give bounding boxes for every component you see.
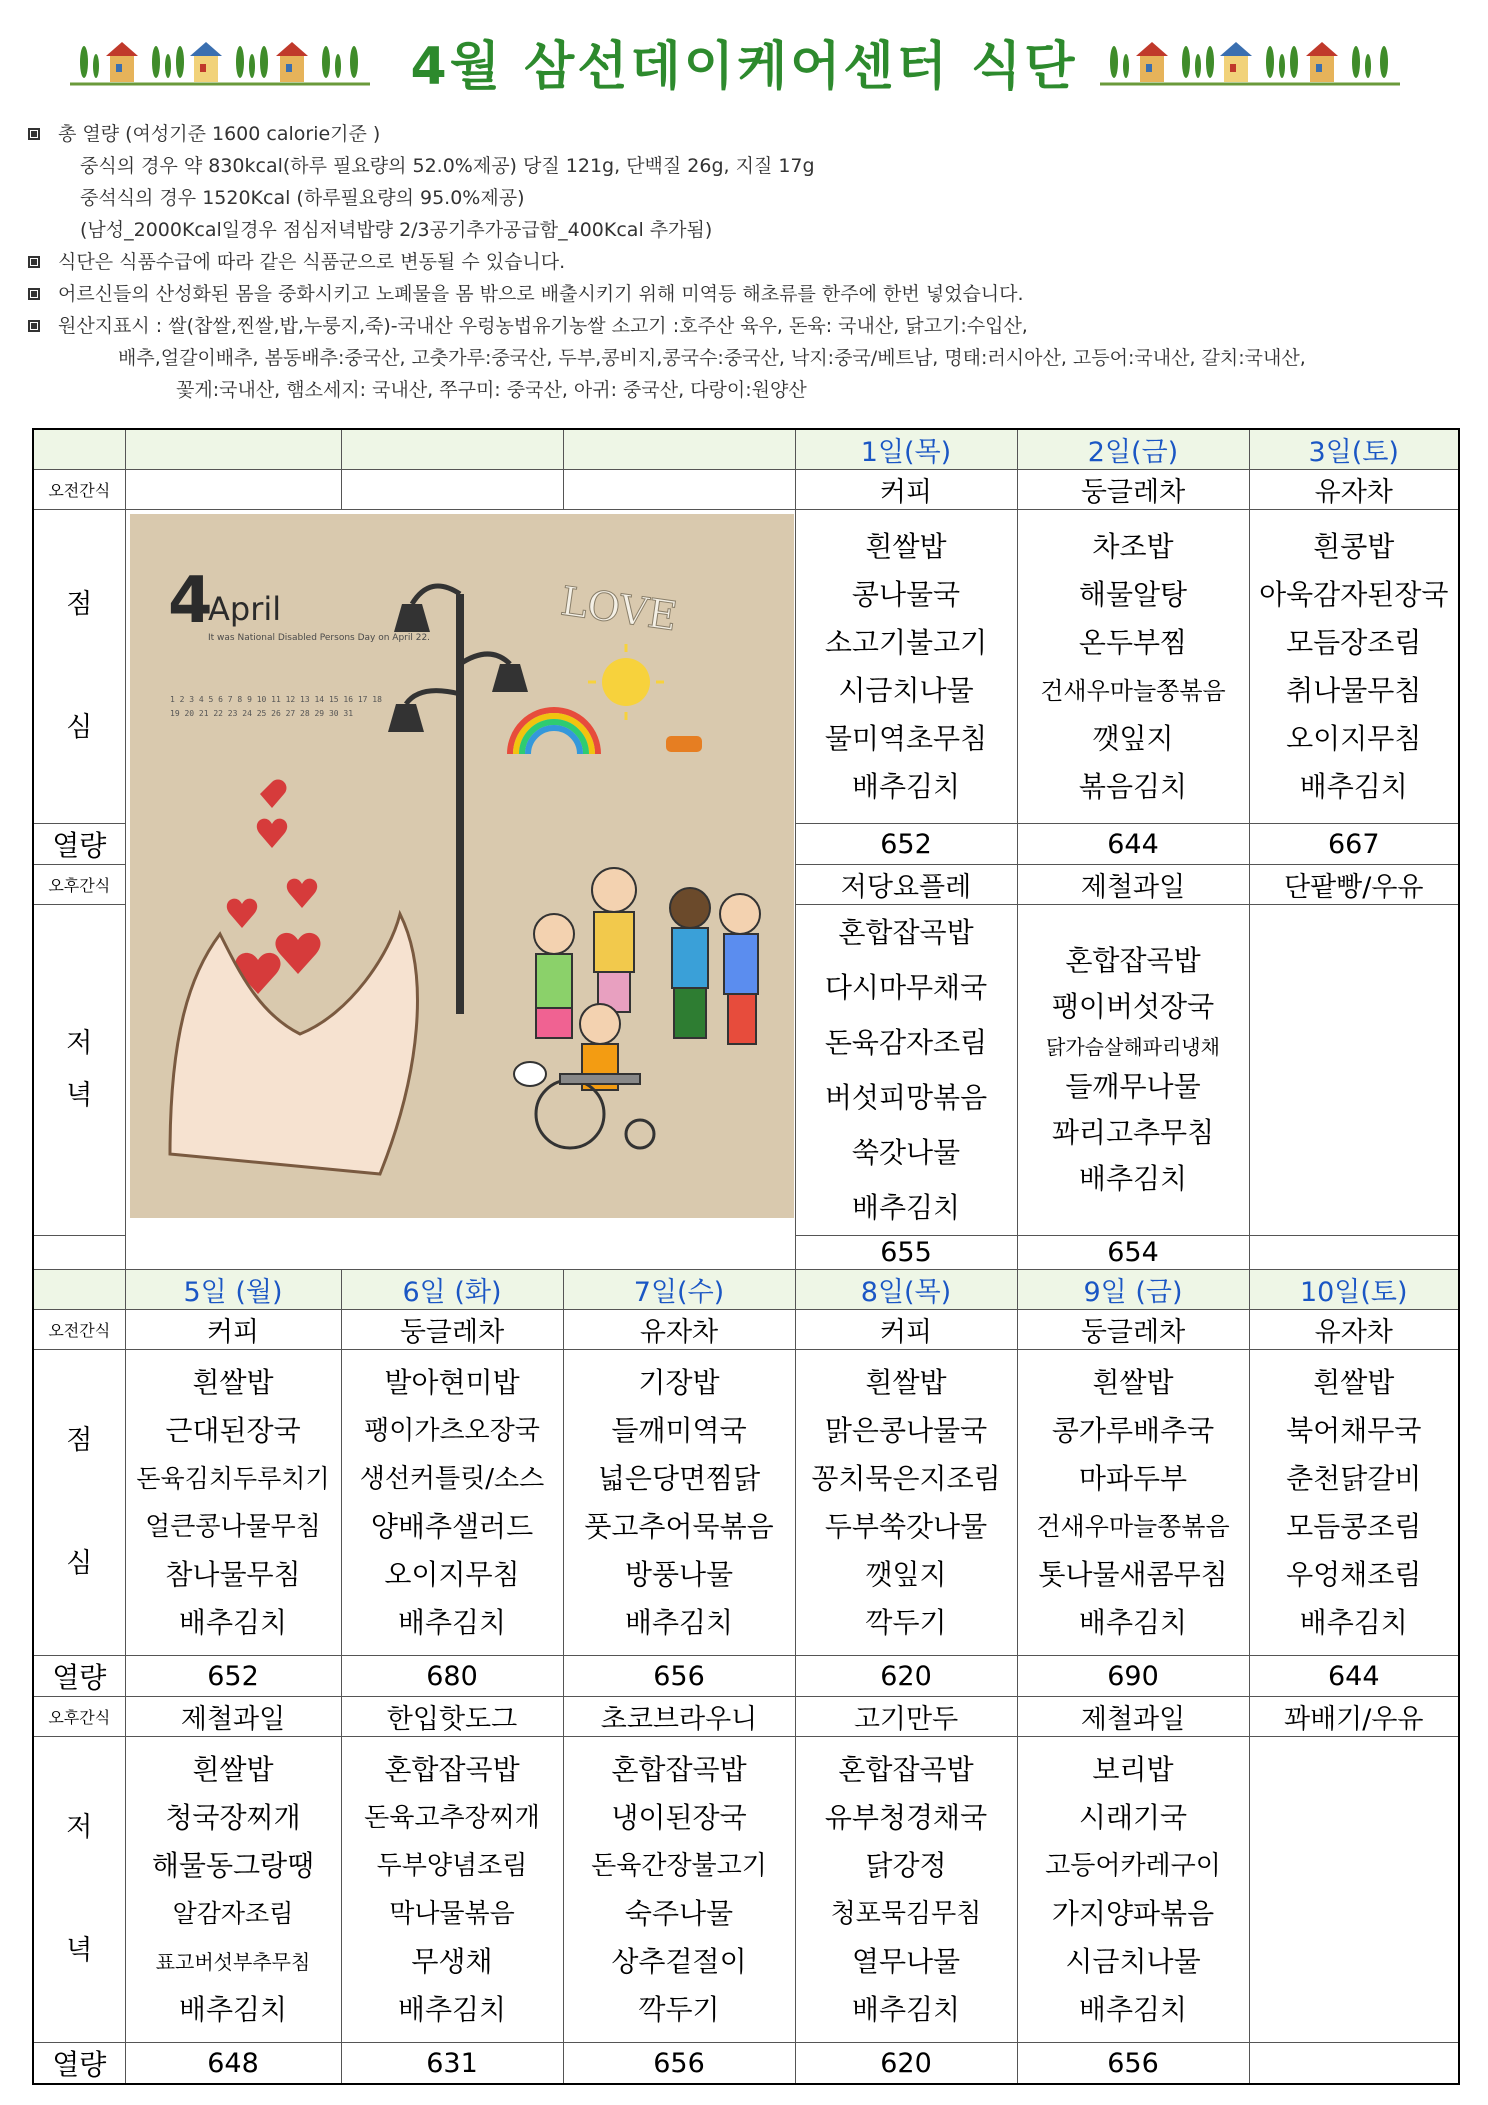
dinner-menu-cell: 흰쌀밥 청국장찌개 해물동그랑땡 알감자조림 표고버섯부추무침 배추김치 [125, 1737, 341, 2043]
kcal-cell: 631 [341, 2043, 563, 2085]
kcal-cell: 652 [795, 824, 1017, 865]
note-line: 원산지표시 : 쌀(찹쌀,찐쌀,밥,누룽지,죽)-국내산 우렁농법유기농쌀 소고기 :호주산 육우, 돈육: 국내산, 닭고기:수입산, [28, 310, 1468, 342]
svg-text:1 2 3 4 5 6 7 8 9 10 11 12 13: 1 2 3 4 5 6 7 8 9 10 11 12 13 14 15 16 17 18 [169, 695, 382, 704]
kcal-cell [1249, 2043, 1459, 2085]
note-line: 중식의 경우 약 830kcal(하루 필요량의 52.0%제공) 당질 121g, 단백질 26g, 지질 17g [80, 155, 815, 177]
lunch-menu-cell: 기장밥 들깨미역국 넓은당면찜닭 풋고추어묵볶음 방풍나물 배추김치 [563, 1350, 795, 1656]
day-header: 8일(목) [795, 1270, 1017, 1310]
kcal-cell: 620 [795, 1656, 1017, 1697]
kcal-cell: 656 [563, 2043, 795, 2085]
illustration-month: 4 [167, 564, 213, 638]
dinner-menu-cell: 혼합잡곡밥 유부청경채국 닭강정 청포묵김무침 열무나물 배추김치 [795, 1737, 1017, 2043]
kcal-cell: 648 [125, 2043, 341, 2085]
page-header [0, 18, 1488, 97]
day-header: 1일(목) [795, 429, 1017, 470]
kcal-label-empty [33, 1236, 125, 1270]
day-header: 7일(수) [563, 1270, 795, 1310]
kcal-cell: 680 [341, 1656, 563, 1697]
snack-cell: 유자차 [1249, 1310, 1459, 1350]
snack-cell: 커피 [795, 1310, 1017, 1350]
kcal-cell: 652 [125, 1656, 341, 1697]
week2-dinner-row [33, 1737, 1459, 2043]
snack-cell: 커피 [795, 470, 1017, 510]
snack-cell: 커피 [125, 1310, 341, 1350]
week1-am-snack-row [33, 470, 1459, 510]
note-line: 배추,얼갈이배추, 봄동배추:중국산, 고춧가루:중국산, 두부,콩비지,콩국수:중국산, 낙지:중국/베트남, 명태:러시아산, 고등어:국내산, 갈치:국내산, [118, 347, 1306, 369]
snack-cell: 제철과일 [1017, 1697, 1249, 1737]
week2-day-header-row [33, 1270, 1459, 1310]
note-line: (남성_2000Kcal일경우 점심저녁밥량 2/3공기추가공급함_400Kcal 추가됨) [80, 219, 713, 241]
snack-cell: 고기만두 [795, 1697, 1017, 1737]
kcal-cell: 667 [1249, 824, 1459, 865]
kcal-cell: 620 [795, 2043, 1017, 2085]
note-line: 어르신들의 산성화된 몸을 중화시키고 노폐물을 몸 밖으로 배출시키기 위해 미역등 해초류를 한주에 한번 넣었습니다. [28, 278, 1468, 310]
kcal-label: 열량 [33, 824, 125, 865]
snack-cell: 둥글레차 [1017, 470, 1249, 510]
note-line: 식단은 식품수급에 따라 같은 식품군으로 변동될 수 있습니다. [28, 246, 1468, 278]
kcal-cell [1249, 1236, 1459, 1270]
snack-cell: 한입핫도그 [341, 1697, 563, 1737]
week1-lunch-row [33, 510, 1459, 824]
snack-cell: 단팥빵/우유 [1249, 865, 1459, 905]
dinner-menu-cell-empty [1249, 1737, 1459, 2043]
am-snack-label: 오전간식 [33, 470, 125, 510]
snack-cell [341, 470, 563, 510]
lunch-menu-cell: 흰콩밥 아욱감자된장국 모듬장조림 취나물무침 오이지무침 배추김치 [1249, 510, 1459, 824]
dinner-label: 저 녁 [33, 905, 125, 1236]
lunch-label: 점 심 [33, 1350, 125, 1656]
page-title: 4월 삼선데이케어센터 식단 [410, 37, 1078, 97]
week2-lunch-kcal-row [33, 1656, 1459, 1697]
kcal-cell: 644 [1017, 824, 1249, 865]
day-header [341, 429, 563, 470]
day-header: 10일(토) [1249, 1270, 1459, 1310]
kcal-label: 열량 [33, 2043, 125, 2085]
day-header [125, 429, 341, 470]
snack-cell: 유자차 [563, 1310, 795, 1350]
dinner-menu-cell: 보리밥 시래기국 고등어카레구이 가지양파볶음 시금치나물 배추김치 [1017, 1737, 1249, 2043]
dinner-menu-cell: 혼합잡곡밥 다시마무채국 돈육감자조림 버섯피망볶음 쑥갓나물 배추김치 [795, 905, 1017, 1236]
notes-section [28, 118, 1468, 406]
village-decoration-right [1100, 26, 1400, 88]
corner-cell [33, 1270, 125, 1310]
week2-dinner-kcal-row [33, 2043, 1459, 2085]
dinner-menu-cell-empty [1249, 905, 1459, 1236]
kcal-cell: 690 [1017, 1656, 1249, 1697]
note-line: 총 열량 (여성기준 1600 calorie기준 ) [28, 118, 1468, 150]
lunch-label: 점 심 [33, 510, 125, 824]
week2-pm-snack-row [33, 1697, 1459, 1737]
kcal-cell: 644 [1249, 1656, 1459, 1697]
note-line: 중석식의 경우 1520Kcal (하루필요량의 95.0%제공) [80, 187, 525, 209]
lunch-menu-cell: 흰쌀밥 콩나물국 소고기불고기 시금치나물 물미역초무침 배추김치 [795, 510, 1017, 824]
corner-cell [33, 429, 125, 470]
day-header [563, 429, 795, 470]
pm-snack-label: 오후간식 [33, 865, 125, 905]
illustration-cell [125, 510, 795, 1270]
dinner-label: 저 녁 [33, 1737, 125, 2043]
week2-lunch-row [33, 1350, 1459, 1656]
am-snack-label: 오전간식 [33, 1310, 125, 1350]
day-header: 2일(금) [1017, 429, 1249, 470]
lunch-menu-cell: 발아현미밥 팽이가츠오장국 생선커틀릿/소스 양배추샐러드 오이지무침 배추김치 [341, 1350, 563, 1656]
week1-day-header-row [33, 429, 1459, 470]
lunch-menu-cell: 흰쌀밥 맑은콩나물국 꽁치묵은지조림 두부쑥갓나물 깻잎지 깍두기 [795, 1350, 1017, 1656]
day-header: 3일(토) [1249, 429, 1459, 470]
snack-cell: 저당요플레 [795, 865, 1017, 905]
dinner-menu-cell: 혼합잡곡밥 돈육고추장찌개 두부양념조림 막나물볶음 무생채 배추김치 [341, 1737, 563, 2043]
snack-cell: 꽈배기/우유 [1249, 1697, 1459, 1737]
day-header: 9일 (금) [1017, 1270, 1249, 1310]
kcal-cell: 656 [563, 1656, 795, 1697]
illustration-caption: It was National Disabled Persons Day on April 22. [207, 633, 430, 643]
disabled-persons-day-illustration [130, 514, 794, 1218]
menu-table [32, 428, 1460, 2085]
day-header: 5일 (월) [125, 1270, 341, 1310]
svg-text:19 20 21 22 23 24 25 26 27 28: 19 20 21 22 23 24 25 26 27 28 29 30 31 [169, 709, 353, 718]
lunch-menu-cell: 흰쌀밥 근대된장국 돈육김치두루치기 얼큰콩나물무침 참나물무침 배추김치 [125, 1350, 341, 1656]
snack-cell: 둥글레차 [1017, 1310, 1249, 1350]
pm-snack-label: 오후간식 [33, 1697, 125, 1737]
snack-cell: 초코브라우니 [563, 1697, 795, 1737]
kcal-cell: 656 [1017, 2043, 1249, 2085]
snack-cell: 제철과일 [125, 1697, 341, 1737]
lunch-menu-cell: 흰쌀밥 콩가루배추국 마파두부 건새우마늘쫑볶음 톳나물새콤무침 배추김치 [1017, 1350, 1249, 1656]
snack-cell: 제철과일 [1017, 865, 1249, 905]
kcal-cell: 654 [1017, 1236, 1249, 1270]
snack-cell: 둥글레차 [341, 1310, 563, 1350]
snack-cell: 유자차 [1249, 470, 1459, 510]
note-line: 꽃게:국내산, 햄소세지: 국내산, 쭈구미: 중국산, 아귀: 중국산, 다랑이:원양산 [176, 379, 807, 401]
lunch-menu-cell: 흰쌀밥 북어채무국 춘천닭갈비 모듬콩조림 우엉채조림 배추김치 [1249, 1350, 1459, 1656]
love-text: LOVE [557, 578, 680, 641]
snack-cell [125, 470, 341, 510]
dinner-menu-cell: 혼합잡곡밥 팽이버섯장국 닭가슴살해파리냉채 들깨무나물 꽈리고추무침 배추김치 [1017, 905, 1249, 1236]
kcal-label: 열량 [33, 1656, 125, 1697]
dinner-menu-cell: 혼합잡곡밥 냉이된장국 돈육간장불고기 숙주나물 상추겉절이 깍두기 [563, 1737, 795, 2043]
illustration-month-name: April [207, 590, 281, 628]
snack-cell [563, 470, 795, 510]
kcal-cell: 655 [795, 1236, 1017, 1270]
lunch-menu-cell: 차조밥 해물알탕 온두부찜 건새우마늘쫑볶음 깻잎지 볶음김치 [1017, 510, 1249, 824]
week2-am-snack-row [33, 1310, 1459, 1350]
day-header: 6일 (화) [341, 1270, 563, 1310]
